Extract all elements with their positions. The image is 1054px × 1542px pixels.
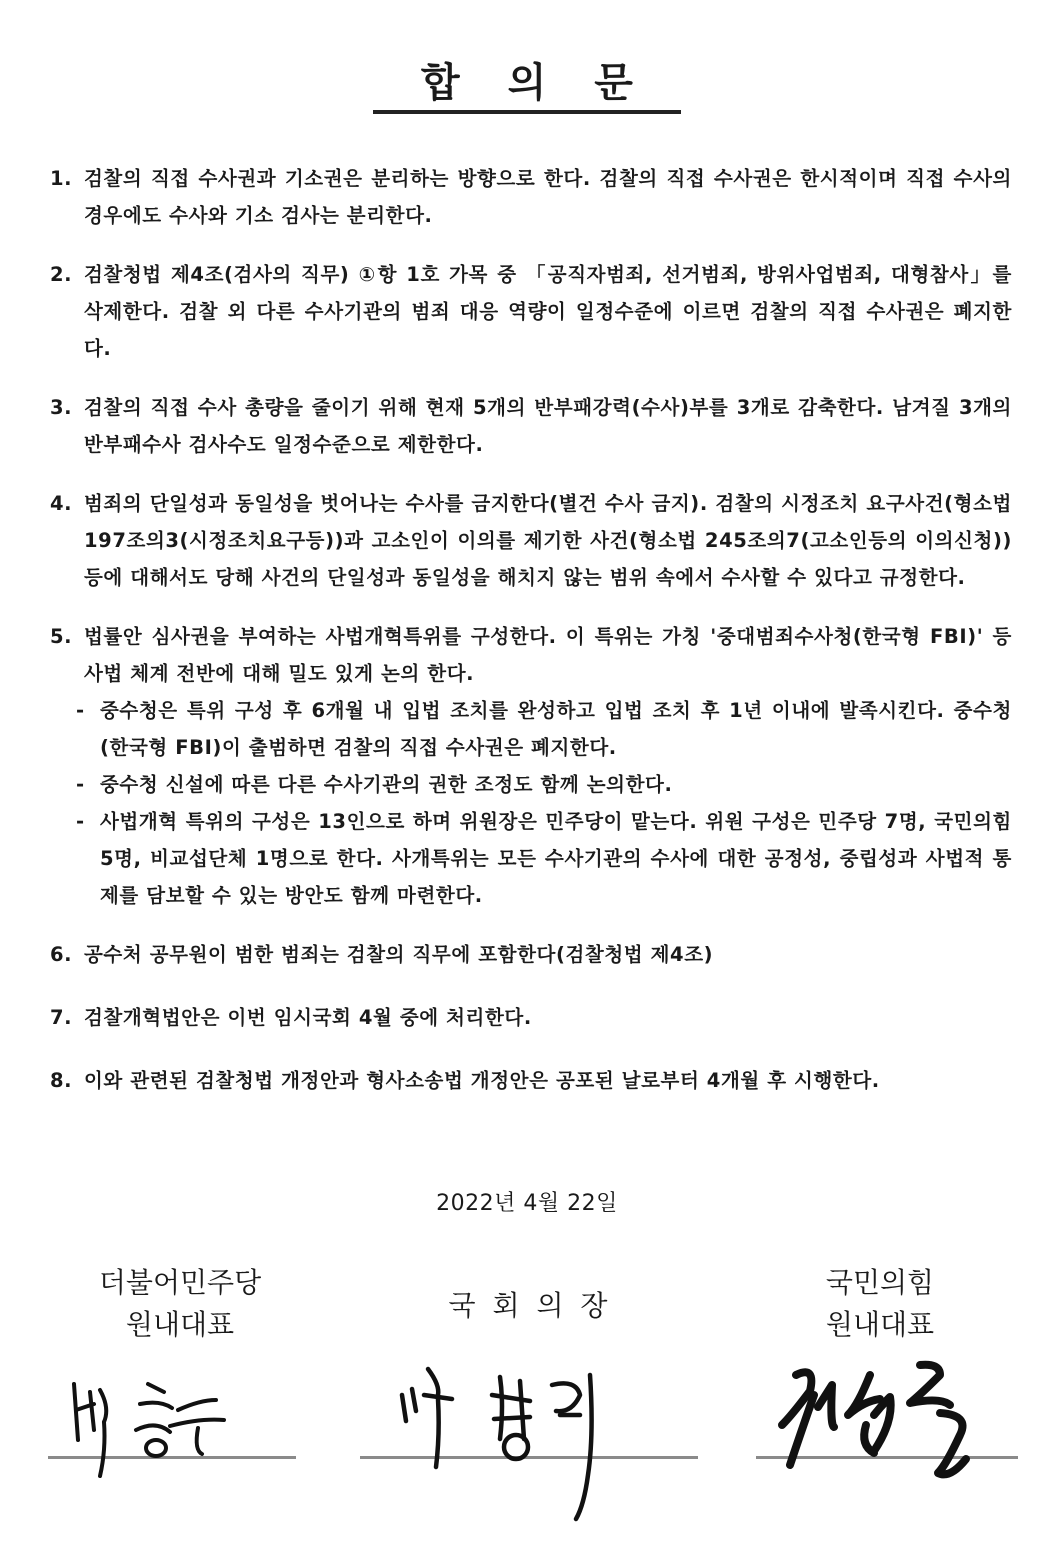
clause-text: 검찰개혁법안은 이번 임시국회 4월 중에 처리한다. [84,1006,532,1029]
subitem-text: 중수청은 특위 구성 후 6개월 내 입법 조치를 완성하고 입법 조치 후 1년 이내에 발족시킨다. 중수청(한국형 FBI)이 출범하면 검찰의 직접 수사권은 폐지한다. [100,699,1012,759]
clause-5-subitem-3 [50,803,1012,914]
signatory-role: 원내대표 [125,1308,235,1341]
clause-number: 8. [50,1069,73,1092]
dash-bullet: - [76,699,85,722]
clause-text: 검찰의 직접 수사 총량을 줄이기 위해 현재 5개의 반부패강력(수사)부를 3개로 감축한다. 남겨질 3개의 반부패수사 검사수도 일정수준으로 제한한다. [84,396,1012,456]
document-title [0,58,1054,114]
clause-number: 3. [50,396,73,419]
clause-5-subitem-2 [50,766,1012,803]
signature-park-hong-geun [60,1370,270,1490]
agreement-date: 2022년 4월 22일 [436,1191,618,1216]
signatory-org: 더불어민주당 [98,1266,262,1299]
clause-8 [50,1062,1012,1099]
clause-number: 2. [50,263,73,286]
clause-5 [50,618,1012,692]
clause-4 [50,485,1012,596]
clause-3 [50,389,1012,463]
clause-number: 7. [50,1006,73,1029]
clause-text: 법률안 심사권을 부여하는 사법개혁특위를 구성한다. 이 특위는 가칭 '중대범죄수사청(한국형 FBI)' 등 사법 체계 전반에 대해 밀도 있게 논의 한다. [84,625,1012,685]
dash-bullet: - [76,773,85,796]
clause-2 [50,256,1012,367]
dash-bullet: - [76,810,85,833]
clause-5-subitem-1 [50,692,1012,766]
signatory-democratic-party [60,1262,300,1346]
clause-text: 범죄의 단일성과 동일성을 벗어나는 수사를 금지한다(별건 수사 금지). 검찰의 시정조치 요구사건(형소법 197조의3(시정조치요구등))과 고소인이 이의를 제기한 사건(형소법 245조의7(고소인등의 이의신청))등에 대해서도 당해 사건의 단일성과 동일성을 해치지 않는 범위 속에서 수사할 수 있다고 규정한다. [84,492,1012,589]
clause-list [50,160,1012,1099]
clause-text: 검찰청법 제4조(검사의 직무) ①항 1호 가목 중 「공직자범죄, 선거범죄, 방위사업범죄, 대형참사」를 삭제한다. 검찰 외 다른 수사기관의 범죄 대응 역량이 일정수준에 이르면 검찰의 직접 수사권은 폐지한다. [84,263,1012,360]
clause-text: 검찰의 직접 수사권과 기소권은 분리하는 방향으로 한다. 검찰의 직접 수사권은 한시적이며 직접 수사의 경우에도 수사와 기소 검사는 분리한다. [84,167,1012,227]
clause-number: 1. [50,167,73,190]
document-title-text: 합의문 [373,58,681,114]
clause-1 [50,160,1012,234]
signatory-role: 원내대표 [825,1308,935,1341]
subitem-text: 사법개혁 특위의 구성은 13인으로 하며 위원장은 민주당이 맡는다. 위원 구성은 민주당 7명, 국민의힘 5명, 비교섭단체 1명으로 한다. 사개특위는 모든 수사기관의 수사에 대한 공정성, 중립성과 사법적 통제를 담보할 수 있는 방안도 함께 마련한다. [100,810,1012,907]
clause-7 [50,999,1012,1036]
signatory-peoples-power-party [770,1262,990,1346]
clause-number: 6. [50,943,73,966]
clause-text: 이와 관련된 검찰청법 개정안과 형사소송법 개정안은 공포된 날로부터 4개월 후 시행한다. [84,1069,880,1092]
subitem-text: 중수청 신설에 따른 다른 수사기관의 권한 조정도 함께 논의한다. [100,773,673,796]
clause-number: 5. [50,625,73,648]
clause-text: 공수처 공무원이 범한 범죄는 검찰의 직무에 포함한다(검찰청법 제4조) [84,943,714,966]
clause-6 [50,936,1012,973]
signature-park-byeong-seug [380,1355,660,1535]
signatory-speaker [400,1285,660,1327]
signature-kwon-seong-dong [770,1355,1030,1485]
signatory-role: 국 회 의 장 [448,1289,612,1322]
clause-number: 4. [50,492,73,515]
signatory-org: 국민의힘 [825,1266,935,1299]
